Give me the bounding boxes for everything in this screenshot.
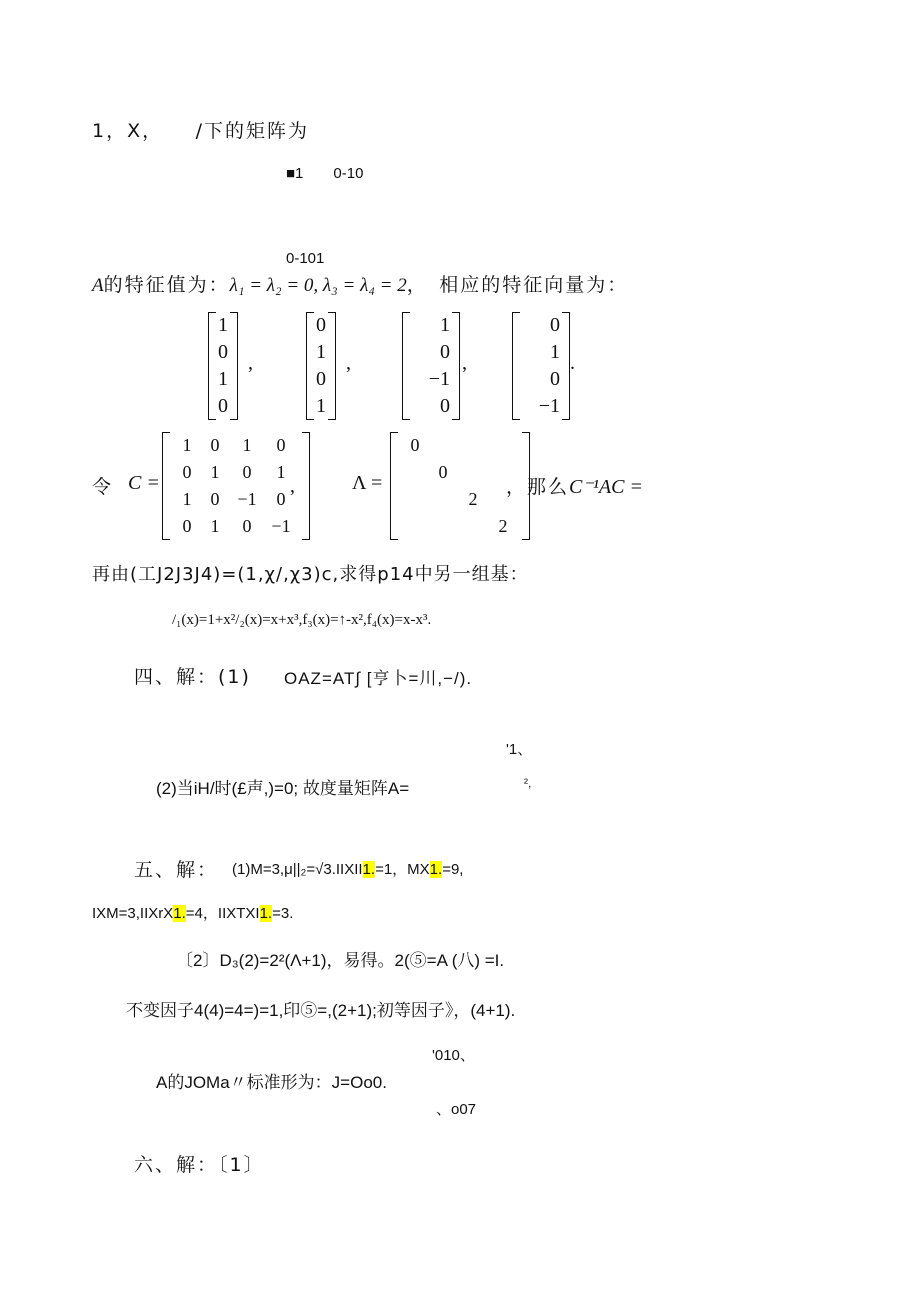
eigenvalue-label: 的特征值为： bbox=[103, 274, 230, 296]
matrix-entry: −1 bbox=[271, 516, 291, 536]
jordan-top: '010、 bbox=[432, 1047, 475, 1064]
vector-separator: , bbox=[462, 352, 467, 374]
diag-entry: 0 bbox=[410, 435, 420, 455]
text-functions-line: /₁(x)=1+x²/₂(x)=x+x³,f₃(x)=↑-x²,f₄(x)=x-x³. bbox=[172, 612, 432, 628]
norm-text: IXM=3,IIXrX bbox=[92, 905, 174, 922]
matrix-entry: 0 bbox=[276, 489, 286, 509]
norm-text: =3. bbox=[272, 905, 294, 922]
vector-entry: 1 bbox=[440, 314, 450, 336]
comma: , bbox=[290, 475, 295, 497]
eigenvector-4 bbox=[512, 312, 570, 420]
vector-separator: . bbox=[570, 352, 575, 374]
section-4-part-2: (2)当iH/时(£声,)=0; 故度量矩阵A= bbox=[156, 779, 410, 798]
norm-text: (1)M=3,μ||₂=√3.IIXII bbox=[232, 861, 363, 878]
matrix-entry: −1 bbox=[237, 489, 257, 509]
matrix-entry: 1 bbox=[182, 435, 192, 455]
vector-entry: 1 bbox=[218, 314, 228, 336]
norm-text: =9, bbox=[442, 861, 464, 878]
vector-entry: 1 bbox=[218, 368, 228, 390]
then-expression bbox=[506, 472, 643, 499]
similarity-expression: C⁻¹AC = bbox=[569, 476, 643, 498]
matrix-symbol: A bbox=[92, 275, 104, 296]
vector-entry: 0 bbox=[316, 314, 326, 336]
highlight: 1. bbox=[259, 905, 273, 922]
norm-text: =4，IIXTXI bbox=[185, 905, 260, 922]
matrix-entry: 0 bbox=[182, 462, 192, 482]
text-line-1: 1，X， /下的矩阵为 bbox=[92, 120, 310, 142]
eigenvalues-expression: λ₁ = λ₂ = 0, λ₃ = λ₄ = 2 bbox=[229, 275, 407, 296]
matrix-entry: 1 bbox=[210, 516, 220, 536]
eigenvector-label: ， 相应的特征向量为： bbox=[406, 274, 629, 296]
vector-entry: 0 bbox=[218, 341, 228, 363]
eigenvector-3 bbox=[402, 312, 460, 420]
norm-text: =1，MX bbox=[375, 861, 430, 878]
matrix-entry: 0 bbox=[276, 435, 286, 455]
eigenvector-1 bbox=[208, 312, 238, 420]
text-line-3: 0-101 bbox=[286, 250, 325, 267]
vector-separator: , bbox=[248, 352, 253, 374]
matrix-fragment-top: '1、 bbox=[506, 741, 533, 758]
matrix-entry: 0 bbox=[210, 489, 220, 509]
section-6-head: 六、解：〔1〕 bbox=[134, 1154, 265, 1176]
text-d3-line: 〔2〕D₃(2)=2²(Λ+1)，易得。2(⑤=A (八) =I. bbox=[176, 951, 505, 970]
vector-entry: 1 bbox=[550, 341, 560, 363]
matrix-entry: 0 bbox=[182, 516, 192, 536]
matrix-entry: 0 bbox=[210, 435, 220, 455]
vector-entry: 1 bbox=[316, 341, 326, 363]
highlight: 1. bbox=[362, 861, 376, 878]
diag-entry: 2 bbox=[468, 489, 478, 509]
highlight: 1. bbox=[173, 905, 186, 922]
vector-entry: 0 bbox=[550, 314, 560, 336]
section-4-body: OAZ=AT∫ [亨卜=川,−/). bbox=[284, 669, 473, 688]
matrix-entry: 1 bbox=[276, 462, 286, 482]
matrix-entry: 0 bbox=[242, 462, 252, 482]
vector-entry: 0 bbox=[440, 341, 450, 363]
vector-separator: , bbox=[346, 352, 351, 374]
vector-entry: 0 bbox=[218, 395, 228, 417]
lambda-label: Λ = bbox=[352, 472, 383, 494]
diag-entry: 2 bbox=[498, 516, 508, 536]
matrix-c bbox=[162, 432, 310, 540]
vector-entry: −1 bbox=[428, 368, 450, 390]
text-basis-line: 再由(工J2J3J4)=(1,χ/,χ3)c,求得p14中另一组基： bbox=[92, 564, 529, 585]
vector-entry: −1 bbox=[538, 395, 560, 417]
let-word: 令 bbox=[92, 476, 114, 498]
highlight: 1. bbox=[429, 861, 443, 878]
c-label: C = bbox=[128, 472, 160, 494]
section-5-line-2 bbox=[92, 902, 293, 923]
eigenvector-2 bbox=[306, 312, 336, 420]
eigenvalue-line bbox=[92, 270, 628, 297]
vector-entry: 0 bbox=[440, 395, 450, 417]
matrix-entry: 1 bbox=[210, 462, 220, 482]
jordan-bottom: 、o07 bbox=[436, 1101, 477, 1118]
then-label: ，那么 bbox=[506, 476, 570, 498]
text-invariant-factors: 不变因子4(4)=4=)=1,印⑤=,(2+1);初等因子》，(4+1). bbox=[126, 1001, 516, 1020]
diag-entry: 0 bbox=[438, 462, 448, 482]
vector-entry: 0 bbox=[316, 368, 326, 390]
matrix-entry: 1 bbox=[242, 435, 252, 455]
matrix-entry: 0 bbox=[242, 516, 252, 536]
vector-entry: 1 bbox=[316, 395, 326, 417]
section-5-head: 五、解： bbox=[134, 859, 219, 881]
text-line-2: ■1 0-10 bbox=[286, 165, 364, 182]
vector-entry: 0 bbox=[550, 368, 560, 390]
section-4-head: 四、解：(1) bbox=[134, 666, 251, 688]
jordan-form-line: A的JOMa〃标准形为：J=Oo0. bbox=[156, 1073, 387, 1092]
matrix-fragment-tail: ², bbox=[524, 776, 532, 790]
matrix-entry: 1 bbox=[182, 489, 192, 509]
section-5-line-1 bbox=[232, 858, 463, 879]
